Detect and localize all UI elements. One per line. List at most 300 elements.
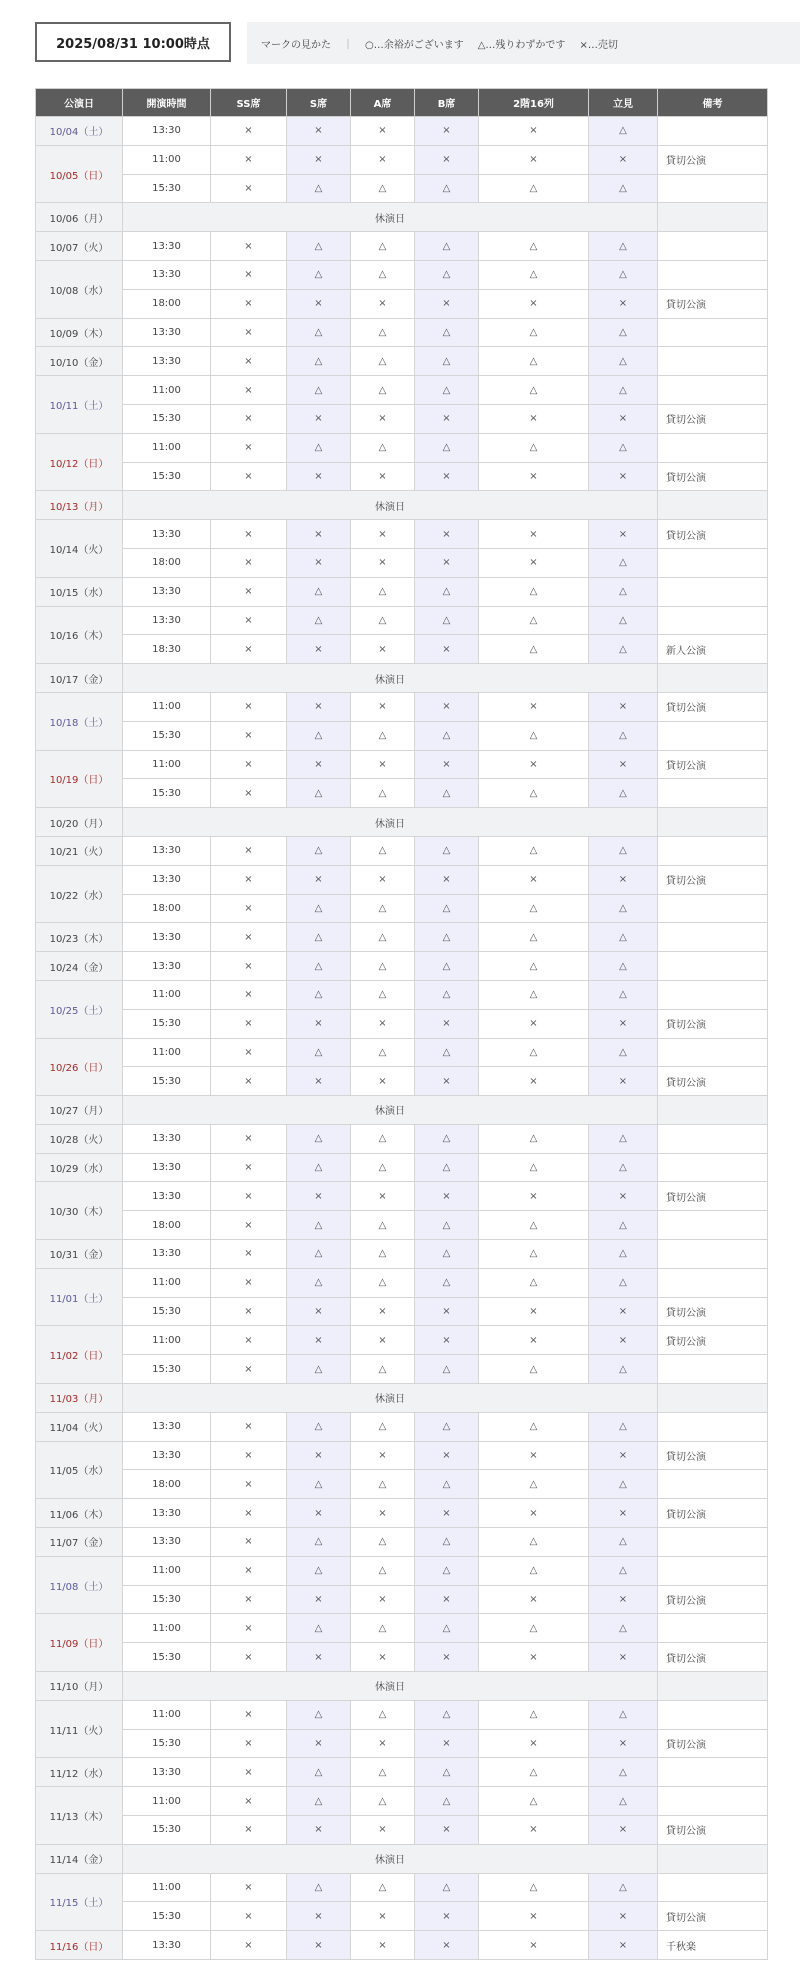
seat-s-status: × bbox=[287, 117, 351, 146]
seat-b-status: △ bbox=[415, 1153, 479, 1182]
seat-2f-row16-status: △ bbox=[479, 1873, 589, 1902]
seat-standing-status: △ bbox=[589, 1528, 658, 1557]
seat-2f-row16-status: △ bbox=[479, 1211, 589, 1240]
note-cell bbox=[658, 836, 768, 865]
table-row bbox=[36, 923, 768, 952]
seat-2f-row16-status: × bbox=[479, 289, 589, 318]
seat-b-status: △ bbox=[415, 923, 479, 952]
seat-a-status: × bbox=[351, 1816, 415, 1845]
note-cell bbox=[658, 1124, 768, 1153]
date-cell: 11/12（水） bbox=[36, 1758, 123, 1787]
seat-2f-row16-status: △ bbox=[479, 1758, 589, 1787]
seat-s-status: △ bbox=[287, 1758, 351, 1787]
table-row bbox=[36, 520, 768, 549]
table-row-closed bbox=[36, 1844, 768, 1873]
seat-s-status: △ bbox=[287, 980, 351, 1009]
seat-ss-status: × bbox=[211, 750, 287, 779]
time-cell: 13:30 bbox=[123, 1240, 211, 1269]
seat-s-status: × bbox=[287, 1729, 351, 1758]
time-cell: 15:30 bbox=[123, 779, 211, 808]
seat-s-status: × bbox=[287, 1643, 351, 1672]
date-cell: 10/16（木） bbox=[36, 606, 123, 664]
header-s-seat: S席 bbox=[287, 89, 351, 117]
seat-2f-row16-status: △ bbox=[479, 433, 589, 462]
time-cell: 15:30 bbox=[123, 1067, 211, 1096]
seat-s-status: × bbox=[287, 692, 351, 721]
seat-a-status: △ bbox=[351, 1528, 415, 1557]
table-row bbox=[36, 318, 768, 347]
note-cell bbox=[658, 664, 768, 693]
seat-s-status: × bbox=[287, 1931, 351, 1960]
seat-s-status: △ bbox=[287, 318, 351, 347]
seat-ss-status: × bbox=[211, 1297, 287, 1326]
note-cell bbox=[658, 1844, 768, 1873]
seat-ss-status: × bbox=[211, 606, 287, 635]
seat-b-status: △ bbox=[415, 1556, 479, 1585]
note-cell: 貸切公演 bbox=[658, 1643, 768, 1672]
seat-standing-status: △ bbox=[589, 1240, 658, 1269]
table-row bbox=[36, 1787, 768, 1816]
table-row bbox=[36, 1729, 768, 1758]
seat-2f-row16-status: × bbox=[479, 145, 589, 174]
seat-2f-row16-status: × bbox=[479, 462, 589, 491]
seat-ss-status: × bbox=[211, 865, 287, 894]
seat-standing-status: △ bbox=[589, 1412, 658, 1441]
seat-b-status: △ bbox=[415, 606, 479, 635]
time-cell: 15:30 bbox=[123, 1902, 211, 1931]
note-cell bbox=[658, 1556, 768, 1585]
date-cell: 10/29（水） bbox=[36, 1153, 123, 1182]
seat-ss-status: × bbox=[211, 1268, 287, 1297]
date-cell: 10/11（土） bbox=[36, 376, 123, 434]
note-cell: 貸切公演 bbox=[658, 404, 768, 433]
seat-ss-status: × bbox=[211, 174, 287, 203]
note-cell bbox=[658, 577, 768, 606]
time-cell: 11:00 bbox=[123, 1326, 211, 1355]
note-cell: 貸切公演 bbox=[658, 462, 768, 491]
seat-2f-row16-status: × bbox=[479, 1067, 589, 1096]
seat-ss-status: × bbox=[211, 1643, 287, 1672]
seat-a-status: × bbox=[351, 289, 415, 318]
seat-2f-row16-status: × bbox=[479, 750, 589, 779]
seat-standing-status: × bbox=[589, 750, 658, 779]
date-cell: 10/15（水） bbox=[36, 577, 123, 606]
seat-s-status: △ bbox=[287, 260, 351, 289]
note-cell bbox=[658, 1268, 768, 1297]
seat-standing-status: △ bbox=[589, 1787, 658, 1816]
table-row bbox=[36, 1902, 768, 1931]
table-row-closed bbox=[36, 808, 768, 837]
time-cell: 13:30 bbox=[123, 1758, 211, 1787]
seat-a-status: △ bbox=[351, 1758, 415, 1787]
seat-standing-status: △ bbox=[589, 232, 658, 261]
time-cell: 11:00 bbox=[123, 980, 211, 1009]
seat-b-status: × bbox=[415, 548, 479, 577]
note-cell bbox=[658, 1153, 768, 1182]
table-row bbox=[36, 865, 768, 894]
seat-ss-status: × bbox=[211, 1787, 287, 1816]
seat-b-status: △ bbox=[415, 318, 479, 347]
seat-b-status: × bbox=[415, 692, 479, 721]
legend-circle: ○…余裕がございます bbox=[365, 39, 464, 51]
seat-ss-status: × bbox=[211, 1902, 287, 1931]
table-row bbox=[36, 1009, 768, 1038]
seat-standing-status: △ bbox=[589, 1124, 658, 1153]
closed-day-cell: 休演日 bbox=[123, 491, 658, 520]
time-cell: 15:30 bbox=[123, 1297, 211, 1326]
time-cell: 13:30 bbox=[123, 577, 211, 606]
seat-a-status: △ bbox=[351, 318, 415, 347]
seat-standing-status: △ bbox=[589, 318, 658, 347]
seat-s-status: △ bbox=[287, 1470, 351, 1499]
seat-2f-row16-status: △ bbox=[479, 1556, 589, 1585]
header-2f-row16: 2階16列 bbox=[479, 89, 589, 117]
table-row bbox=[36, 952, 768, 981]
seat-s-status: △ bbox=[287, 347, 351, 376]
seat-2f-row16-status: △ bbox=[479, 260, 589, 289]
seat-b-status: △ bbox=[415, 174, 479, 203]
seat-s-status: × bbox=[287, 1182, 351, 1211]
timestamp-box bbox=[35, 22, 231, 62]
seat-ss-status: × bbox=[211, 318, 287, 347]
seat-2f-row16-status: × bbox=[479, 1643, 589, 1672]
seat-ss-status: × bbox=[211, 1816, 287, 1845]
time-cell: 18:00 bbox=[123, 1211, 211, 1240]
seat-standing-status: △ bbox=[589, 836, 658, 865]
table-row-closed bbox=[36, 203, 768, 232]
table-row bbox=[36, 1556, 768, 1585]
time-cell: 13:30 bbox=[123, 1153, 211, 1182]
seat-standing-status: △ bbox=[589, 606, 658, 635]
seat-standing-status: × bbox=[589, 462, 658, 491]
seat-ss-status: × bbox=[211, 1528, 287, 1557]
seat-b-status: △ bbox=[415, 952, 479, 981]
date-cell: 11/08（土） bbox=[36, 1556, 123, 1614]
table-row bbox=[36, 433, 768, 462]
time-cell: 13:30 bbox=[123, 1931, 211, 1960]
note-cell bbox=[658, 433, 768, 462]
seat-ss-status: × bbox=[211, 117, 287, 146]
table-row bbox=[36, 1585, 768, 1614]
seat-2f-row16-status: △ bbox=[479, 232, 589, 261]
note-cell bbox=[658, 606, 768, 635]
seat-2f-row16-status: × bbox=[479, 1729, 589, 1758]
seat-a-status: × bbox=[351, 750, 415, 779]
seat-standing-status: △ bbox=[589, 980, 658, 1009]
note-cell bbox=[658, 779, 768, 808]
seat-s-status: × bbox=[287, 1297, 351, 1326]
seat-a-status: × bbox=[351, 1931, 415, 1960]
seat-ss-status: × bbox=[211, 894, 287, 923]
note-cell: 貸切公演 bbox=[658, 1499, 768, 1528]
seat-a-status: × bbox=[351, 1182, 415, 1211]
seat-ss-status: × bbox=[211, 145, 287, 174]
seat-standing-status: × bbox=[589, 1297, 658, 1326]
seat-ss-status: × bbox=[211, 1067, 287, 1096]
date-cell: 11/09（日） bbox=[36, 1614, 123, 1672]
table-row bbox=[36, 1297, 768, 1326]
seat-b-status: △ bbox=[415, 1124, 479, 1153]
note-cell: 貸切公演 bbox=[658, 1009, 768, 1038]
seat-2f-row16-status: × bbox=[479, 548, 589, 577]
seat-standing-status: △ bbox=[589, 923, 658, 952]
header-time: 開演時間 bbox=[123, 89, 211, 117]
date-cell: 10/24（金） bbox=[36, 952, 123, 981]
seat-2f-row16-status: × bbox=[479, 1816, 589, 1845]
seat-s-status: △ bbox=[287, 1124, 351, 1153]
seat-a-status: × bbox=[351, 462, 415, 491]
seat-2f-row16-status: △ bbox=[479, 635, 589, 664]
seat-ss-status: × bbox=[211, 1729, 287, 1758]
seat-ss-status: × bbox=[211, 721, 287, 750]
table-row bbox=[36, 1700, 768, 1729]
seat-a-status: × bbox=[351, 145, 415, 174]
time-cell: 13:30 bbox=[123, 347, 211, 376]
note-cell bbox=[658, 1355, 768, 1384]
date-cell: 11/15（土） bbox=[36, 1873, 123, 1931]
seat-b-status: × bbox=[415, 117, 479, 146]
seat-b-status: △ bbox=[415, 1268, 479, 1297]
seat-ss-status: × bbox=[211, 1355, 287, 1384]
seat-b-status: △ bbox=[415, 894, 479, 923]
table-row bbox=[36, 548, 768, 577]
seat-ss-status: × bbox=[211, 376, 287, 405]
seat-standing-status: △ bbox=[589, 376, 658, 405]
table-row bbox=[36, 1873, 768, 1902]
seat-s-status: × bbox=[287, 145, 351, 174]
time-cell: 11:00 bbox=[123, 1268, 211, 1297]
time-cell: 13:30 bbox=[123, 952, 211, 981]
seat-2f-row16-status: △ bbox=[479, 1700, 589, 1729]
seat-a-status: △ bbox=[351, 836, 415, 865]
date-cell: 10/22（水） bbox=[36, 865, 123, 923]
table-row bbox=[36, 232, 768, 261]
seat-b-status: × bbox=[415, 635, 479, 664]
seat-ss-status: × bbox=[211, 779, 287, 808]
note-cell: 貸切公演 bbox=[658, 1067, 768, 1096]
header-row bbox=[36, 89, 768, 117]
table-row bbox=[36, 1182, 768, 1211]
time-cell: 15:30 bbox=[123, 1009, 211, 1038]
time-cell: 11:00 bbox=[123, 1873, 211, 1902]
seat-b-status: △ bbox=[415, 1470, 479, 1499]
seat-a-status: × bbox=[351, 1585, 415, 1614]
seat-2f-row16-status: △ bbox=[479, 721, 589, 750]
note-cell bbox=[658, 1528, 768, 1557]
note-cell: 貸切公演 bbox=[658, 1441, 768, 1470]
seat-ss-status: × bbox=[211, 1499, 287, 1528]
seat-standing-status: △ bbox=[589, 548, 658, 577]
table-row bbox=[36, 750, 768, 779]
seat-standing-status: △ bbox=[589, 1470, 658, 1499]
time-cell: 13:30 bbox=[123, 923, 211, 952]
seat-standing-status: △ bbox=[589, 174, 658, 203]
date-cell: 10/05（日） bbox=[36, 145, 123, 203]
table-row bbox=[36, 692, 768, 721]
seat-s-status: × bbox=[287, 1009, 351, 1038]
time-cell: 13:30 bbox=[123, 1412, 211, 1441]
seat-ss-status: × bbox=[211, 635, 287, 664]
header-b-seat: B席 bbox=[415, 89, 479, 117]
seat-a-status: △ bbox=[351, 1787, 415, 1816]
time-cell: 13:30 bbox=[123, 1528, 211, 1557]
seat-2f-row16-status: × bbox=[479, 1009, 589, 1038]
note-cell bbox=[658, 1211, 768, 1240]
seat-2f-row16-status: × bbox=[479, 1499, 589, 1528]
note-cell: 貸切公演 bbox=[658, 1816, 768, 1845]
seat-a-status: × bbox=[351, 635, 415, 664]
seat-b-status: △ bbox=[415, 836, 479, 865]
table-row bbox=[36, 462, 768, 491]
seat-s-status: △ bbox=[287, 174, 351, 203]
seat-standing-status: △ bbox=[589, 894, 658, 923]
seat-ss-status: × bbox=[211, 1009, 287, 1038]
date-cell: 10/10（金） bbox=[36, 347, 123, 376]
seat-ss-status: × bbox=[211, 1614, 287, 1643]
note-cell bbox=[658, 721, 768, 750]
seat-standing-status: △ bbox=[589, 1153, 658, 1182]
seat-ss-status: × bbox=[211, 1758, 287, 1787]
seat-a-status: × bbox=[351, 1902, 415, 1931]
date-cell: 10/18（土） bbox=[36, 692, 123, 750]
note-cell: 貸切公演 bbox=[658, 1729, 768, 1758]
seat-s-status: △ bbox=[287, 1700, 351, 1729]
seat-2f-row16-status: △ bbox=[479, 894, 589, 923]
seat-2f-row16-status: △ bbox=[479, 1240, 589, 1269]
note-cell bbox=[658, 808, 768, 837]
note-cell bbox=[658, 1240, 768, 1269]
time-cell: 18:00 bbox=[123, 289, 211, 318]
seat-b-status: × bbox=[415, 1931, 479, 1960]
seat-s-status: △ bbox=[287, 1038, 351, 1067]
table-row bbox=[36, 145, 768, 174]
seat-a-status: △ bbox=[351, 1470, 415, 1499]
seat-2f-row16-status: △ bbox=[479, 952, 589, 981]
seat-b-status: × bbox=[415, 1009, 479, 1038]
table-row bbox=[36, 1528, 768, 1557]
seat-s-status: × bbox=[287, 865, 351, 894]
seat-b-status: △ bbox=[415, 1240, 479, 1269]
note-cell: 貸切公演 bbox=[658, 1297, 768, 1326]
seat-ss-status: × bbox=[211, 1211, 287, 1240]
date-cell: 10/12（日） bbox=[36, 433, 123, 491]
legend-title: マークの見かた bbox=[261, 39, 331, 51]
seat-s-status: △ bbox=[287, 1268, 351, 1297]
table-row bbox=[36, 1614, 768, 1643]
date-cell: 11/04（火） bbox=[36, 1412, 123, 1441]
table-row bbox=[36, 174, 768, 203]
time-cell: 11:00 bbox=[123, 750, 211, 779]
seat-2f-row16-status: △ bbox=[479, 1787, 589, 1816]
date-cell: 10/23（木） bbox=[36, 923, 123, 952]
time-cell: 11:00 bbox=[123, 1614, 211, 1643]
seat-s-status: × bbox=[287, 1902, 351, 1931]
note-cell bbox=[658, 1470, 768, 1499]
seat-a-status: △ bbox=[351, 433, 415, 462]
seat-2f-row16-status: △ bbox=[479, 1412, 589, 1441]
date-cell: 11/07（金） bbox=[36, 1528, 123, 1557]
time-cell: 15:30 bbox=[123, 462, 211, 491]
seat-2f-row16-status: △ bbox=[479, 577, 589, 606]
seat-s-status: △ bbox=[287, 952, 351, 981]
time-cell: 13:30 bbox=[123, 117, 211, 146]
seat-standing-status: △ bbox=[589, 1700, 658, 1729]
seat-b-status: × bbox=[415, 865, 479, 894]
seat-2f-row16-status: △ bbox=[479, 779, 589, 808]
seat-a-status: △ bbox=[351, 1211, 415, 1240]
seat-s-status: △ bbox=[287, 923, 351, 952]
table-row bbox=[36, 1441, 768, 1470]
table-row-closed bbox=[36, 664, 768, 693]
header-date: 公演日 bbox=[36, 89, 123, 117]
seat-b-status: △ bbox=[415, 260, 479, 289]
time-cell: 15:30 bbox=[123, 1643, 211, 1672]
date-cell: 10/31（金） bbox=[36, 1240, 123, 1269]
seat-s-status: × bbox=[287, 1499, 351, 1528]
seat-s-status: △ bbox=[287, 232, 351, 261]
seat-standing-status: × bbox=[589, 1009, 658, 1038]
seat-s-status: △ bbox=[287, 433, 351, 462]
time-cell: 15:30 bbox=[123, 1585, 211, 1614]
seat-b-status: △ bbox=[415, 1211, 479, 1240]
note-cell bbox=[658, 1096, 768, 1125]
time-cell: 13:30 bbox=[123, 1499, 211, 1528]
seat-standing-status: △ bbox=[589, 779, 658, 808]
time-cell: 18:00 bbox=[123, 894, 211, 923]
seat-standing-status: △ bbox=[589, 260, 658, 289]
table-row-closed bbox=[36, 1384, 768, 1413]
seat-a-status: △ bbox=[351, 174, 415, 203]
seat-ss-status: × bbox=[211, 1585, 287, 1614]
seat-standing-status: × bbox=[589, 1643, 658, 1672]
seat-a-status: × bbox=[351, 404, 415, 433]
note-cell bbox=[658, 1412, 768, 1441]
table-row bbox=[36, 1816, 768, 1845]
seat-b-status: × bbox=[415, 1441, 479, 1470]
seat-b-status: × bbox=[415, 1902, 479, 1931]
time-cell: 11:00 bbox=[123, 1787, 211, 1816]
legend-triangle: △…残りわずかです bbox=[477, 39, 566, 51]
seat-ss-status: × bbox=[211, 980, 287, 1009]
table-row bbox=[36, 1643, 768, 1672]
note-cell: 貸切公演 bbox=[658, 692, 768, 721]
seat-a-status: × bbox=[351, 1009, 415, 1038]
date-cell: 10/08（水） bbox=[36, 260, 123, 318]
seat-ss-status: × bbox=[211, 347, 287, 376]
seat-standing-status: △ bbox=[589, 952, 658, 981]
seat-s-status: × bbox=[287, 1816, 351, 1845]
seat-s-status: △ bbox=[287, 1153, 351, 1182]
seat-2f-row16-status: × bbox=[479, 117, 589, 146]
seat-a-status: × bbox=[351, 1643, 415, 1672]
seat-a-status: △ bbox=[351, 1355, 415, 1384]
seat-s-status: × bbox=[287, 1585, 351, 1614]
seat-b-status: △ bbox=[415, 376, 479, 405]
time-cell: 13:30 bbox=[123, 232, 211, 261]
seat-a-status: △ bbox=[351, 923, 415, 952]
time-cell: 13:30 bbox=[123, 318, 211, 347]
time-cell: 15:30 bbox=[123, 1729, 211, 1758]
time-cell: 13:30 bbox=[123, 836, 211, 865]
seat-a-status: △ bbox=[351, 952, 415, 981]
seat-a-status: △ bbox=[351, 1038, 415, 1067]
table-row bbox=[36, 635, 768, 664]
seat-2f-row16-status: △ bbox=[479, 1528, 589, 1557]
seat-standing-status: × bbox=[589, 1067, 658, 1096]
seat-standing-status: △ bbox=[589, 347, 658, 376]
date-cell: 10/27（月） bbox=[36, 1096, 123, 1125]
seat-ss-status: × bbox=[211, 289, 287, 318]
